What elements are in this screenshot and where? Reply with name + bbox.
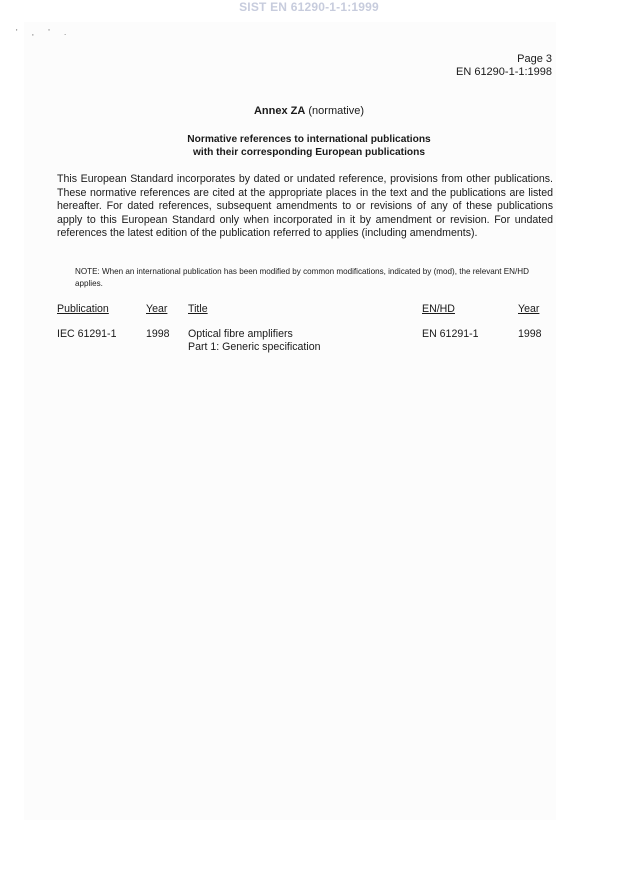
header-year: Year — [146, 303, 168, 315]
annex-title — [0, 105, 618, 117]
watermark: SIST EN 61290-1-1:1999 — [239, 0, 379, 14]
note: NOTE: When an international publication has been modified by common modifications, indicated by (mod), the relevant EN/HD applies. — [75, 267, 529, 288]
header-enhd: EN/HD — [422, 303, 455, 315]
cell-year-2: 1998 — [518, 328, 542, 340]
page-number: Page 3 — [517, 53, 552, 65]
section-heading — [0, 133, 618, 159]
header-title: Title — [188, 303, 208, 315]
header-publication: Publication — [57, 303, 109, 315]
annex-label: Annex ZA — [253, 105, 306, 117]
body-paragraph: This European Standard incorporates by dated or undated reference, provisions from other publications. These normative references are cited at the appropriate places in the text and the publications are listed hereafter. For dated references, subsequent amendments to or revisions of any of these publications apply to this European Standard only when incorporated in it by amendment or revision. For undated references the latest edition of the publication referred to applies (including amendments). — [57, 173, 553, 239]
cell-year: 1998 — [146, 328, 170, 340]
annex-type: (normative) — [308, 105, 365, 117]
cell-enhd: EN 61291-1 — [422, 328, 479, 340]
header-year-2: Year — [518, 303, 540, 315]
standard-number: EN 61290-1-1:1998 — [455, 66, 552, 78]
heading-line-1: Normative references to international publications — [187, 134, 431, 145]
scan-specks: ' , ' . — [16, 28, 73, 37]
cell-publication: IEC 61291-1 — [57, 328, 117, 340]
heading-line-2: with their corresponding European publications — [192, 147, 426, 158]
page-header — [456, 53, 552, 79]
cell-title-line-2: Part 1: Generic specification — [188, 341, 321, 353]
cell-title — [188, 328, 320, 354]
cell-title-line-1: Optical fibre amplifiers — [188, 328, 293, 340]
